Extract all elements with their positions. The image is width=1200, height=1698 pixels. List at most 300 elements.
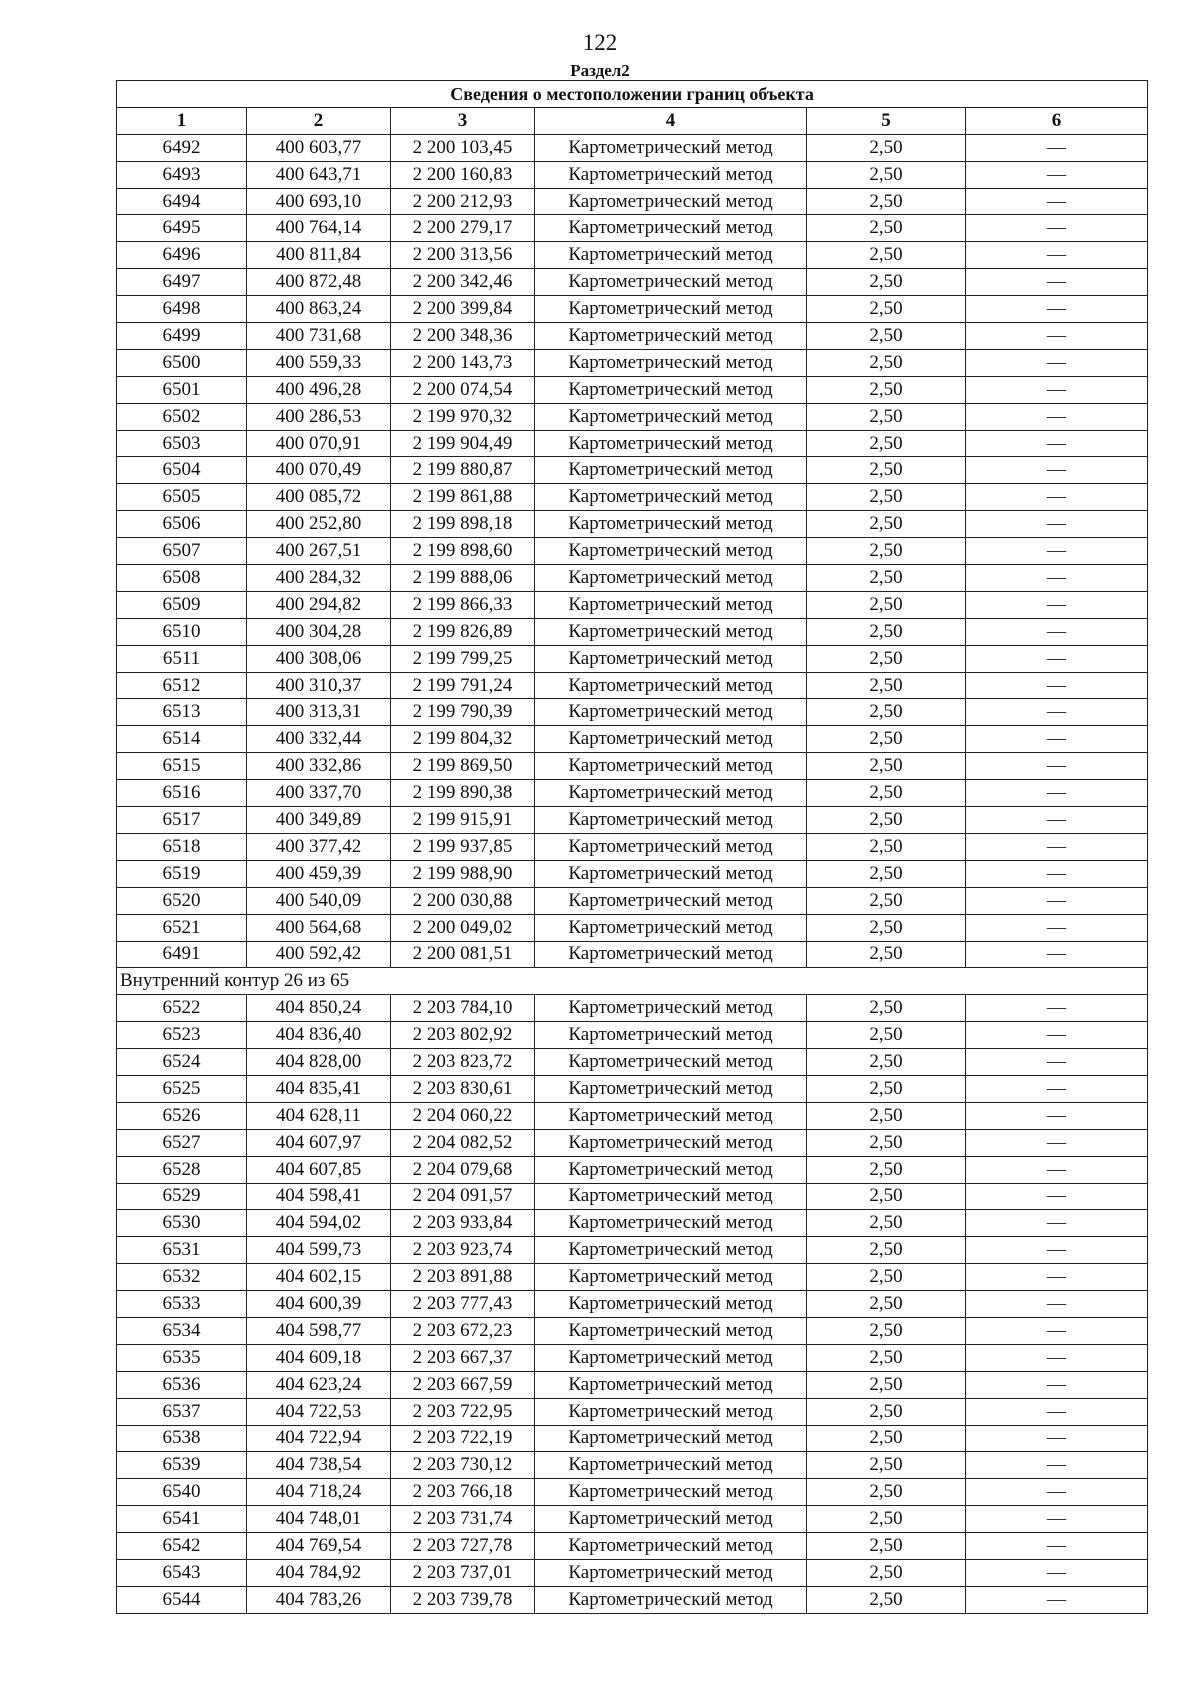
point-number-cell: 6543	[117, 1559, 247, 1586]
accuracy-cell: 2,50	[807, 215, 966, 242]
x-coordinate-cell: 404 784,92	[247, 1559, 391, 1586]
method-cell: Картометрический метод	[535, 1075, 807, 1102]
table-row	[117, 618, 1148, 645]
accuracy-cell: 2,50	[807, 1425, 966, 1452]
accuracy-cell: 2,50	[807, 591, 966, 618]
column-header: 5	[807, 107, 966, 134]
point-number-cell: 6507	[117, 538, 247, 565]
table-row	[117, 1559, 1148, 1586]
description-cell: —	[966, 1102, 1148, 1129]
point-number-cell: 6501	[117, 376, 247, 403]
x-coordinate-cell: 400 294,82	[247, 591, 391, 618]
description-cell: —	[966, 1371, 1148, 1398]
table-row	[117, 134, 1148, 161]
point-number-cell: 6511	[117, 645, 247, 672]
point-number-cell: 6503	[117, 430, 247, 457]
method-cell: Картометрический метод	[535, 161, 807, 188]
point-number-cell: 6527	[117, 1129, 247, 1156]
description-cell: —	[966, 1506, 1148, 1533]
y-coordinate-cell: 2 199 898,60	[391, 538, 535, 565]
table-row	[117, 914, 1148, 941]
accuracy-cell: 2,50	[807, 269, 966, 296]
x-coordinate-cell: 400 603,77	[247, 134, 391, 161]
method-cell: Картометрический метод	[535, 807, 807, 834]
y-coordinate-cell: 2 199 888,06	[391, 565, 535, 592]
table-body-inner-contour	[117, 995, 1148, 1613]
point-number-cell: 6517	[117, 807, 247, 834]
method-cell: Картометрический метод	[535, 296, 807, 323]
description-cell: —	[966, 484, 1148, 511]
description-cell: —	[966, 1183, 1148, 1210]
table-caption-row	[117, 81, 1148, 108]
description-cell: —	[966, 1586, 1148, 1613]
method-cell: Картометрический метод	[535, 672, 807, 699]
method-cell: Картометрический метод	[535, 1506, 807, 1533]
table-row	[117, 1075, 1148, 1102]
accuracy-cell: 2,50	[807, 242, 966, 269]
x-coordinate-cell: 400 304,28	[247, 618, 391, 645]
x-coordinate-cell: 404 609,18	[247, 1344, 391, 1371]
table-row	[117, 860, 1148, 887]
point-number-cell: 6513	[117, 699, 247, 726]
table-row	[117, 1129, 1148, 1156]
method-cell: Картометрический метод	[535, 1264, 807, 1291]
x-coordinate-cell: 404 769,54	[247, 1533, 391, 1560]
point-number-cell: 6508	[117, 565, 247, 592]
table-row	[117, 1317, 1148, 1344]
method-cell: Картометрический метод	[535, 1156, 807, 1183]
point-number-cell: 6493	[117, 161, 247, 188]
y-coordinate-cell: 2 203 830,61	[391, 1075, 535, 1102]
accuracy-cell: 2,50	[807, 753, 966, 780]
accuracy-cell: 2,50	[807, 833, 966, 860]
method-cell: Картометрический метод	[535, 1479, 807, 1506]
accuracy-cell: 2,50	[807, 780, 966, 807]
method-cell: Картометрический метод	[535, 565, 807, 592]
table-row	[117, 1371, 1148, 1398]
column-header: 6	[966, 107, 1148, 134]
description-cell: —	[966, 1129, 1148, 1156]
table-row	[117, 1479, 1148, 1506]
x-coordinate-cell: 404 600,39	[247, 1291, 391, 1318]
method-cell: Картометрический метод	[535, 995, 807, 1022]
accuracy-cell: 2,50	[807, 1264, 966, 1291]
x-coordinate-cell: 400 267,51	[247, 538, 391, 565]
point-number-cell: 6500	[117, 349, 247, 376]
table-row	[117, 565, 1148, 592]
y-coordinate-cell: 2 203 667,59	[391, 1371, 535, 1398]
method-cell: Картометрический метод	[535, 833, 807, 860]
description-cell: —	[966, 1022, 1148, 1049]
table-row	[117, 511, 1148, 538]
table-row	[117, 484, 1148, 511]
x-coordinate-cell: 404 722,94	[247, 1425, 391, 1452]
table-row	[117, 941, 1148, 968]
point-number-cell: 6519	[117, 860, 247, 887]
x-coordinate-cell: 400 252,80	[247, 511, 391, 538]
accuracy-cell: 2,50	[807, 1156, 966, 1183]
accuracy-cell: 2,50	[807, 941, 966, 968]
point-number-cell: 6541	[117, 1506, 247, 1533]
description-cell: —	[966, 161, 1148, 188]
description-cell: —	[966, 349, 1148, 376]
description-cell: —	[966, 565, 1148, 592]
accuracy-cell: 2,50	[807, 1506, 966, 1533]
description-cell: —	[966, 780, 1148, 807]
method-cell: Картометрический метод	[535, 376, 807, 403]
y-coordinate-cell: 2 203 823,72	[391, 1049, 535, 1076]
method-cell: Картометрический метод	[535, 618, 807, 645]
accuracy-cell: 2,50	[807, 1479, 966, 1506]
point-number-cell: 6497	[117, 269, 247, 296]
y-coordinate-cell: 2 199 804,32	[391, 726, 535, 753]
description-cell: —	[966, 1237, 1148, 1264]
point-number-cell: 6530	[117, 1210, 247, 1237]
x-coordinate-cell: 404 783,26	[247, 1586, 391, 1613]
accuracy-cell: 2,50	[807, 726, 966, 753]
accuracy-cell: 2,50	[807, 1129, 966, 1156]
x-coordinate-cell: 400 731,68	[247, 323, 391, 350]
accuracy-cell: 2,50	[807, 1022, 966, 1049]
y-coordinate-cell: 2 200 342,46	[391, 269, 535, 296]
y-coordinate-cell: 2 200 074,54	[391, 376, 535, 403]
method-cell: Картометрический метод	[535, 1371, 807, 1398]
point-number-cell: 6533	[117, 1291, 247, 1318]
method-cell: Картометрический метод	[535, 591, 807, 618]
accuracy-cell: 2,50	[807, 457, 966, 484]
method-cell: Картометрический метод	[535, 1183, 807, 1210]
point-number-cell: 6529	[117, 1183, 247, 1210]
y-coordinate-cell: 2 203 667,37	[391, 1344, 535, 1371]
table-row	[117, 1586, 1148, 1613]
y-coordinate-cell: 2 203 727,78	[391, 1533, 535, 1560]
y-coordinate-cell: 2 200 313,56	[391, 242, 535, 269]
table-row	[117, 242, 1148, 269]
x-coordinate-cell: 400 085,72	[247, 484, 391, 511]
description-cell: —	[966, 242, 1148, 269]
y-coordinate-cell: 2 203 923,74	[391, 1237, 535, 1264]
y-coordinate-cell: 2 203 737,01	[391, 1559, 535, 1586]
y-coordinate-cell: 2 203 784,10	[391, 995, 535, 1022]
x-coordinate-cell: 404 748,01	[247, 1506, 391, 1533]
description-cell: —	[966, 296, 1148, 323]
y-coordinate-cell: 2 200 212,93	[391, 188, 535, 215]
table-row	[117, 457, 1148, 484]
column-header: 2	[247, 107, 391, 134]
accuracy-cell: 2,50	[807, 296, 966, 323]
y-coordinate-cell: 2 200 348,36	[391, 323, 535, 350]
accuracy-cell: 2,50	[807, 1398, 966, 1425]
table-row	[117, 1452, 1148, 1479]
point-number-cell: 6536	[117, 1371, 247, 1398]
table-row	[117, 591, 1148, 618]
description-cell: —	[966, 807, 1148, 834]
method-cell: Картометрический метод	[535, 511, 807, 538]
x-coordinate-cell: 404 594,02	[247, 1210, 391, 1237]
accuracy-cell: 2,50	[807, 1049, 966, 1076]
table-body-outer-contour	[117, 134, 1148, 968]
accuracy-cell: 2,50	[807, 1237, 966, 1264]
accuracy-cell: 2,50	[807, 807, 966, 834]
point-number-cell: 6538	[117, 1425, 247, 1452]
description-cell: —	[966, 1479, 1148, 1506]
accuracy-cell: 2,50	[807, 349, 966, 376]
method-cell: Картометрический метод	[535, 1237, 807, 1264]
x-coordinate-cell: 400 643,71	[247, 161, 391, 188]
y-coordinate-cell: 2 199 861,88	[391, 484, 535, 511]
description-cell: —	[966, 134, 1148, 161]
x-coordinate-cell: 400 313,31	[247, 699, 391, 726]
x-coordinate-cell: 400 070,91	[247, 430, 391, 457]
point-number-cell: 6492	[117, 134, 247, 161]
column-header: 4	[535, 107, 807, 134]
table-row	[117, 1291, 1148, 1318]
accuracy-cell: 2,50	[807, 887, 966, 914]
description-cell: —	[966, 1452, 1148, 1479]
contour-label-row	[117, 968, 1148, 995]
x-coordinate-cell: 400 337,70	[247, 780, 391, 807]
accuracy-cell: 2,50	[807, 565, 966, 592]
y-coordinate-cell: 2 204 082,52	[391, 1129, 535, 1156]
table-row	[117, 1183, 1148, 1210]
x-coordinate-cell: 404 836,40	[247, 1022, 391, 1049]
y-coordinate-cell: 2 203 731,74	[391, 1506, 535, 1533]
description-cell: —	[966, 376, 1148, 403]
x-coordinate-cell: 404 628,11	[247, 1102, 391, 1129]
y-coordinate-cell: 2 199 988,90	[391, 860, 535, 887]
accuracy-cell: 2,50	[807, 860, 966, 887]
table-row	[117, 1102, 1148, 1129]
accuracy-cell: 2,50	[807, 1075, 966, 1102]
accuracy-cell: 2,50	[807, 403, 966, 430]
x-coordinate-cell: 400 377,42	[247, 833, 391, 860]
method-cell: Картометрический метод	[535, 1398, 807, 1425]
y-coordinate-cell: 2 203 766,18	[391, 1479, 535, 1506]
method-cell: Картометрический метод	[535, 753, 807, 780]
table-row	[117, 833, 1148, 860]
x-coordinate-cell: 404 598,41	[247, 1183, 391, 1210]
accuracy-cell: 2,50	[807, 376, 966, 403]
description-cell: —	[966, 995, 1148, 1022]
page-number: 122	[582, 30, 618, 55]
table-row	[117, 995, 1148, 1022]
point-number-cell: 6495	[117, 215, 247, 242]
method-cell: Картометрический метод	[535, 323, 807, 350]
column-header-row	[117, 107, 1148, 134]
y-coordinate-cell: 2 203 739,78	[391, 1586, 535, 1613]
y-coordinate-cell: 2 203 891,88	[391, 1264, 535, 1291]
table-row	[117, 807, 1148, 834]
point-number-cell: 6525	[117, 1075, 247, 1102]
x-coordinate-cell: 400 559,33	[247, 349, 391, 376]
coordinates-table	[116, 80, 1148, 1614]
method-cell: Картометрический метод	[535, 1559, 807, 1586]
description-cell: —	[966, 323, 1148, 350]
x-coordinate-cell: 404 607,85	[247, 1156, 391, 1183]
column-header: 1	[117, 107, 247, 134]
method-cell: Картометрический метод	[535, 860, 807, 887]
y-coordinate-cell: 2 200 279,17	[391, 215, 535, 242]
table-row	[117, 1210, 1148, 1237]
description-cell: —	[966, 833, 1148, 860]
point-number-cell: 6540	[117, 1479, 247, 1506]
x-coordinate-cell: 400 764,14	[247, 215, 391, 242]
x-coordinate-cell: 404 738,54	[247, 1452, 391, 1479]
method-cell: Картометрический метод	[535, 699, 807, 726]
y-coordinate-cell: 2 200 399,84	[391, 296, 535, 323]
description-cell: —	[966, 1264, 1148, 1291]
accuracy-cell: 2,50	[807, 430, 966, 457]
description-cell: —	[966, 1559, 1148, 1586]
table-row	[117, 161, 1148, 188]
description-cell: —	[966, 1291, 1148, 1318]
point-number-cell: 6491	[117, 941, 247, 968]
y-coordinate-cell: 2 204 091,57	[391, 1183, 535, 1210]
x-coordinate-cell: 400 070,49	[247, 457, 391, 484]
y-coordinate-cell: 2 199 880,87	[391, 457, 535, 484]
description-cell: —	[966, 1398, 1148, 1425]
table-caption: Сведения о местоположении границ объекта	[117, 81, 1148, 108]
table-row	[117, 188, 1148, 215]
description-cell: —	[966, 1049, 1148, 1076]
x-coordinate-cell: 400 284,32	[247, 565, 391, 592]
point-number-cell: 6496	[117, 242, 247, 269]
x-coordinate-cell: 404 828,00	[247, 1049, 391, 1076]
point-number-cell: 6531	[117, 1237, 247, 1264]
method-cell: Картометрический метод	[535, 914, 807, 941]
x-coordinate-cell: 400 863,24	[247, 296, 391, 323]
description-cell: —	[966, 1210, 1148, 1237]
y-coordinate-cell: 2 200 160,83	[391, 161, 535, 188]
y-coordinate-cell: 2 199 915,91	[391, 807, 535, 834]
y-coordinate-cell: 2 200 030,88	[391, 887, 535, 914]
point-number-cell: 6515	[117, 753, 247, 780]
method-cell: Картометрический метод	[535, 1425, 807, 1452]
x-coordinate-cell: 400 308,06	[247, 645, 391, 672]
x-coordinate-cell: 400 693,10	[247, 188, 391, 215]
accuracy-cell: 2,50	[807, 484, 966, 511]
x-coordinate-cell: 400 540,09	[247, 887, 391, 914]
y-coordinate-cell: 2 203 722,95	[391, 1398, 535, 1425]
accuracy-cell: 2,50	[807, 1559, 966, 1586]
table-row	[117, 1533, 1148, 1560]
description-cell: —	[966, 1425, 1148, 1452]
point-number-cell: 6528	[117, 1156, 247, 1183]
accuracy-cell: 2,50	[807, 1210, 966, 1237]
accuracy-cell: 2,50	[807, 1452, 966, 1479]
y-coordinate-cell: 2 200 143,73	[391, 349, 535, 376]
method-cell: Картометрический метод	[535, 941, 807, 968]
y-coordinate-cell: 2 199 898,18	[391, 511, 535, 538]
point-number-cell: 6524	[117, 1049, 247, 1076]
table-row	[117, 699, 1148, 726]
x-coordinate-cell: 404 602,15	[247, 1264, 391, 1291]
point-number-cell: 6498	[117, 296, 247, 323]
x-coordinate-cell: 400 592,42	[247, 941, 391, 968]
y-coordinate-cell: 2 199 904,49	[391, 430, 535, 457]
contour-label: Внутренний контур 26 из 65	[117, 968, 1148, 995]
description-cell: —	[966, 1317, 1148, 1344]
x-coordinate-cell: 404 623,24	[247, 1371, 391, 1398]
method-cell: Картометрический метод	[535, 134, 807, 161]
accuracy-cell: 2,50	[807, 323, 966, 350]
method-cell: Картометрический метод	[535, 457, 807, 484]
point-number-cell: 6504	[117, 457, 247, 484]
method-cell: Картометрический метод	[535, 887, 807, 914]
accuracy-cell: 2,50	[807, 699, 966, 726]
accuracy-cell: 2,50	[807, 161, 966, 188]
description-cell: —	[966, 672, 1148, 699]
table-row	[117, 1264, 1148, 1291]
point-number-cell: 6518	[117, 833, 247, 860]
table-row	[117, 296, 1148, 323]
description-cell: —	[966, 753, 1148, 780]
point-number-cell: 6512	[117, 672, 247, 699]
table-row	[117, 349, 1148, 376]
accuracy-cell: 2,50	[807, 1533, 966, 1560]
column-header: 3	[391, 107, 535, 134]
table-row	[117, 1237, 1148, 1264]
method-cell: Картометрический метод	[535, 1317, 807, 1344]
point-number-cell: 6535	[117, 1344, 247, 1371]
description-cell: —	[966, 1156, 1148, 1183]
x-coordinate-cell: 400 496,28	[247, 376, 391, 403]
accuracy-cell: 2,50	[807, 995, 966, 1022]
method-cell: Картометрический метод	[535, 1210, 807, 1237]
y-coordinate-cell: 2 199 866,33	[391, 591, 535, 618]
table-row	[117, 726, 1148, 753]
y-coordinate-cell: 2 199 826,89	[391, 618, 535, 645]
point-number-cell: 6499	[117, 323, 247, 350]
table-row	[117, 323, 1148, 350]
accuracy-cell: 2,50	[807, 1183, 966, 1210]
accuracy-cell: 2,50	[807, 1102, 966, 1129]
method-cell: Картометрический метод	[535, 1102, 807, 1129]
description-cell: —	[966, 457, 1148, 484]
y-coordinate-cell: 2 204 060,22	[391, 1102, 535, 1129]
x-coordinate-cell: 404 835,41	[247, 1075, 391, 1102]
x-coordinate-cell: 404 850,24	[247, 995, 391, 1022]
point-number-cell: 6522	[117, 995, 247, 1022]
description-cell: —	[966, 430, 1148, 457]
method-cell: Картометрический метод	[535, 349, 807, 376]
description-cell: —	[966, 941, 1148, 968]
table-row	[117, 1156, 1148, 1183]
x-coordinate-cell: 400 286,53	[247, 403, 391, 430]
method-cell: Картометрический метод	[535, 1344, 807, 1371]
x-coordinate-cell: 400 811,84	[247, 242, 391, 269]
point-number-cell: 6516	[117, 780, 247, 807]
table-row	[117, 1425, 1148, 1452]
description-cell: —	[966, 511, 1148, 538]
method-cell: Картометрический метод	[535, 726, 807, 753]
x-coordinate-cell: 404 599,73	[247, 1237, 391, 1264]
method-cell: Картометрический метод	[535, 538, 807, 565]
table-row	[117, 1049, 1148, 1076]
point-number-cell: 6494	[117, 188, 247, 215]
method-cell: Картометрический метод	[535, 403, 807, 430]
table-row	[117, 753, 1148, 780]
point-number-cell: 6514	[117, 726, 247, 753]
y-coordinate-cell: 2 203 777,43	[391, 1291, 535, 1318]
accuracy-cell: 2,50	[807, 914, 966, 941]
table-row	[117, 403, 1148, 430]
accuracy-cell: 2,50	[807, 1371, 966, 1398]
y-coordinate-cell: 2 200 049,02	[391, 914, 535, 941]
description-cell: —	[966, 1075, 1148, 1102]
x-coordinate-cell: 400 459,39	[247, 860, 391, 887]
y-coordinate-cell: 2 203 730,12	[391, 1452, 535, 1479]
